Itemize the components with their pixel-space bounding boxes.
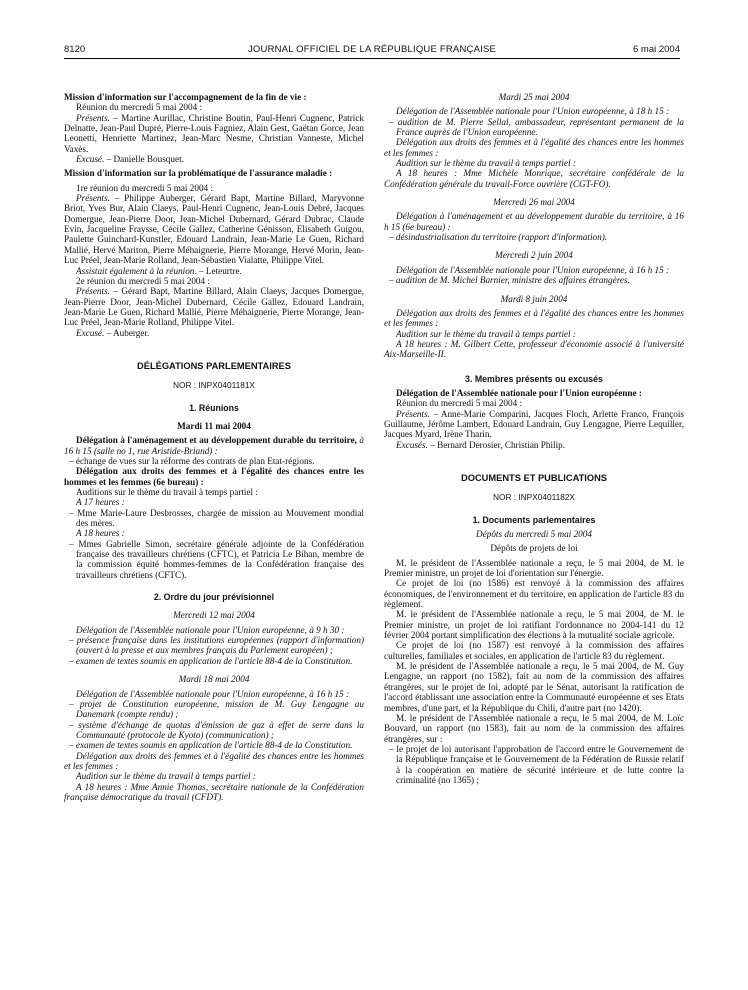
excused: Excusé. – Auberger. — [76, 327, 150, 338]
audition-line: Audition sur le thème du travail à temps partiel : — [396, 328, 576, 339]
delegation-entry: Délégation de l'Assemblée nationale pour l'Union européenne, à 9 h 30 : — [76, 624, 345, 635]
subsection-heading: 1. Documents parlementaires — [472, 514, 596, 525]
delegation-entry: Délégation aux droits des femmes et à l'égalité des chances entre les hommes et les femmes : — [64, 750, 364, 771]
date-heading: Mardi 11 mai 2004 — [177, 420, 251, 431]
delegation-entry: Délégation aux droits des femmes et à l'égalité des chances entre les hommes et les femmes : — [384, 137, 684, 158]
date-heading: Mardi 18 mai 2004 — [178, 674, 250, 685]
left-column — [64, 92, 364, 802]
audition-line: Audition sur le thème du travail à temps partiel : — [396, 158, 576, 169]
delegation-entry: Délégation de l'Assemblée nationale pour l'Union européenne, à 16 h 15 : — [396, 264, 670, 275]
delegation-entry: Délégation aux droits des femmes et à l'égalité des chances entre les hommes et les femmes (6e bureau) : — [64, 466, 364, 487]
agenda-item: – audition de M. Pierre Sellal, ambassadeur, représentant permanent de la France auprès de l'Union européenne. — [389, 116, 684, 138]
date-heading: Mercredi 12 mai 2004 — [173, 610, 255, 621]
excused: Excusé. – Danielle Bousquet. — [76, 154, 184, 165]
attendees: Présents. – Martine Aurillac, Christine Boutin, Paul-Henri Cugnenc, Patrick Delnatte, Jean-Paul Dupré, Pierre-Louis Fagniez, Alain Gest, Gaëtan Gorce, Jean Leonetti, Henriette Martinez, Jean-Marc Nesme, Christian Vanneste, Michel Vaxès. — [64, 112, 364, 154]
nor-reference: NOR : INPX0401181X — [173, 380, 255, 391]
time-line: A 17 heures : — [76, 497, 125, 508]
subsection-heading: 2. Ordre du jour prévisionnel — [153, 592, 275, 603]
agenda-item: – désindustrialisation du territoire (rapport d'information). — [389, 232, 608, 243]
meeting-line: 1re réunion du mercredi 5 mai 2004 : — [76, 182, 214, 193]
audition-line: Auditions sur le thème du travail à temps partiel : — [76, 487, 258, 497]
delegation-entry: Délégation à l'aménagement et au développement durable du territoire, à 16 h 15 (6e bureau) : — [384, 211, 684, 232]
agenda-item: – le projet de loi autorisant l'approbation de l'accord entre le Gouvernement de la République française et le Gouvernement de la Fédération de Russie relatif à la coopération en matière de sécurité intérieure et de lutte contre la criminalité (no 1365) ; — [389, 743, 684, 785]
agenda-item: – examen de textes soumis en application de l'article 88-4 de la Constitution. — [69, 655, 353, 666]
attendees: Présents. – Anne-Marie Comparini, Jacques Floch, Arlette Franco, François Guillaume, Jérôme Lambert, Edouard Landrain, Guy Lengagne, Pierre Lequiller, Jacques Myard, Irène Tharin. — [384, 408, 684, 440]
subsection-heading: 3. Membres présents ou excusés — [465, 373, 603, 384]
agenda-item: – examen de textes soumis en application de l'article 88-4 de la Constitution. — [69, 740, 353, 751]
paragraph: Ce projet de loi (no 1587) est renvoyé à la commission des affaires culturelles, familiales et sociales, en application de l'article 83 du règlement. — [384, 640, 684, 661]
agenda-item: – présence française dans les institutions européennes (rapport d'information) (ouvert à la presse et aux membres français du Parlement européen) ; — [69, 635, 364, 656]
agenda-item: – Mmes Gabrielle Simon, secrétaire générale adjointe de la Confédération française des travailleurs chrétiens (CFTC), et Patricia Le Bihan, membre de la commission équité hommes-femmes de la Confédération française des travailleurs chrétiens (CFTC). — [69, 538, 364, 580]
header-rule — [64, 58, 680, 59]
agenda-item: – système d'échange de quotas d'émission de gaz à effet de serre dans la Communauté (protocole de Kyoto) (communication) ; — [69, 719, 364, 740]
meeting-line: 2e réunion du mercredi 5 mai 2004 : — [76, 275, 210, 286]
agenda-item: A 18 heures : Mme Michèle Monrique, secrétaire confédérale de la Confédération générale du travail-Force ouvrière (CGT-FO). — [384, 168, 684, 189]
excused: Excusés. – Bernard Derosier, Christian Philip. — [396, 439, 566, 450]
paragraph: M. le président de l'Assemblée nationale a reçu, le 5 mai 2004, de M. Guy Lengagne, un rapport (no 1582), fait au nom de la commission des affaires étrangères, sur le projet de loi, adopté par le Sénat, autorisant la ratification de l'accord établissant une association entre la Communauté européenne et ses Etats membres, d'une part, et la République du Chili, d'autre part (no 1420). — [384, 661, 684, 713]
agenda-item: – échange de vues sur la réforme des contrats de plan Etat-régions. — [69, 455, 315, 466]
delegation-entry: Délégation de l'Assemblée nationale pour l'Union européenne : — [396, 387, 642, 398]
agenda-item: – projet de Constitution européenne, mission de M. Guy Lengagne au Danemark (compte rendu) ; — [69, 698, 364, 720]
agenda-item: – Mme Marie-Laure Desbrosses, chargée de mission au Mouvement mondial des mères. — [69, 507, 364, 529]
page-number: 8120 — [64, 44, 86, 55]
subsection-heading: 1. Réunions — [189, 402, 239, 413]
time-line: A 18 heures : — [76, 528, 125, 539]
date-heading: Mercredi 2 juin 2004 — [495, 250, 573, 261]
delegation-entry: Délégation de l'Assemblée nationale pour l'Union européenne, à 18 h 15 : — [396, 106, 670, 117]
mission-title: Mission d'information sur la problématique de l'assurance maladie : — [64, 168, 333, 179]
paragraph: Ce projet de loi (no 1586) est renvoyé à la commission des affaires économiques, de l'environnement et du territoire, en application de l'article 83 du règlement. — [384, 578, 684, 610]
date-heading: Mercredi 26 mai 2004 — [493, 197, 575, 208]
journal-title: JOURNAL OFFICIEL DE LA RÉPUBLIQUE FRANÇAISE — [247, 44, 497, 55]
delegation-entry: Délégation de l'Assemblée nationale pour l'Union européenne, à 16 h 15 : — [76, 688, 350, 699]
section-heading: DÉLÉGATIONS PARLEMENTAIRES — [137, 360, 291, 371]
section-heading: DOCUMENTS ET PUBLICATIONS — [461, 472, 607, 483]
meeting-line: Réunion du mercredi 5 mai 2004 : — [76, 102, 203, 113]
audition-line: Audition sur le thème du travail à temps partiel : — [76, 771, 256, 782]
date-heading: Mardi 25 mai 2004 — [498, 92, 570, 102]
attendees: Présents. – Philippe Auberger, Gérard Bapt, Martine Billard, Maryvonne Briot, Yves Bur, Alain Claeys, Paul-Henri Cugnenc, Jean-Louis Debré, Jacques Domergue, Jean-Pierre Door, Jean-Michel Dubernard, Gérard Dubrac, Claude Evin, Jacqueline Fraysse, Cécile Gallez, Catherine Génisson, Elisabeth Guigou, Paulette Guinchard-Kunstler, Edouard Landrain, Jean-Marie Le Guen, Richard Mallié, Hervé Mariton, Pierre Méhaignerie, Pierre Morange, Hervé Morin, Jean-Luc Préel, Jean-Marie Rolland, Jean-Sébastien Vialatte, Philippe Vitel. — [64, 193, 364, 266]
date-heading: Dépôts du mercredi 5 mai 2004 — [476, 529, 592, 539]
meeting-line: Réunion du mercredi 5 mai 2004 : — [396, 398, 523, 409]
delegation-entry: Délégation à l'aménagement et au développement durable du territoire, à 16 h 15 (salle no 1, rue Aristide-Briand) : — [64, 435, 364, 456]
paragraph: M. le président de l'Assemblée nationale a reçu, le 5 mai 2004, de M. le Premier ministre, un projet de loi ratifiant l'ordonnance no 2004-141 du 12 février 2004 portant simplification des élections à la mutualité sociale agricole. — [384, 609, 684, 641]
agenda-item: A 18 heures : Mme Annie Thomas, secrétaire nationale de la Confédération française démocratique du travail (CFDT). — [64, 781, 364, 802]
delegation-entry: Délégation aux droits des femmes et à l'égalité des chances entre les hommes et les femmes : — [384, 307, 684, 329]
mission-title: Mission d'information sur l'accompagnement de la fin de vie : — [64, 92, 307, 102]
issue-date: 6 mai 2004 — [632, 44, 680, 55]
agenda-item: A 18 heures : M. Gilbert Cette, professeur d'économie associé à l'université Aix-Marseille-II. — [384, 338, 684, 360]
agenda-item: – audition de M. Michel Barnier, ministre des affaires étrangères. — [389, 275, 630, 286]
right-column — [384, 92, 684, 785]
paragraph: M. le président de l'Assemblée nationale a reçu, le 5 mai 2004, de M. Loïc Bouvard, un rapport (no 1583), fait au nom de la commission des affaires étrangères, sur : — [384, 712, 684, 744]
nor-reference: NOR : INPX0401182X — [493, 492, 575, 503]
date-heading: Mardi 8 juin 2004 — [500, 293, 568, 304]
attendees: Présents. – Gérard Bapt, Martine Billard, Alain Claeys, Jacques Domergue, Jean-Pierre Door, Jean-Michel Dubernard, Cécile Gallez, Edouard Landrain, Jean-Marie Le Guen, Richard Mallié, Pierre Méhaignerie, Pierre Morange, Jean-Luc Préel, Jean-Marie Rolland, Philippe Vitel. — [64, 286, 364, 328]
also-present: Assistait également à la réunion. – Leteurtre. — [76, 265, 242, 276]
deposit-subheading: Dépôts de projets de loi — [490, 543, 578, 554]
paragraph: M. le président de l'Assemblée nationale a reçu, le 5 mai 2004, de M. le Premier ministre, un projet de loi d'orientation sur l'énergie. — [384, 557, 684, 579]
